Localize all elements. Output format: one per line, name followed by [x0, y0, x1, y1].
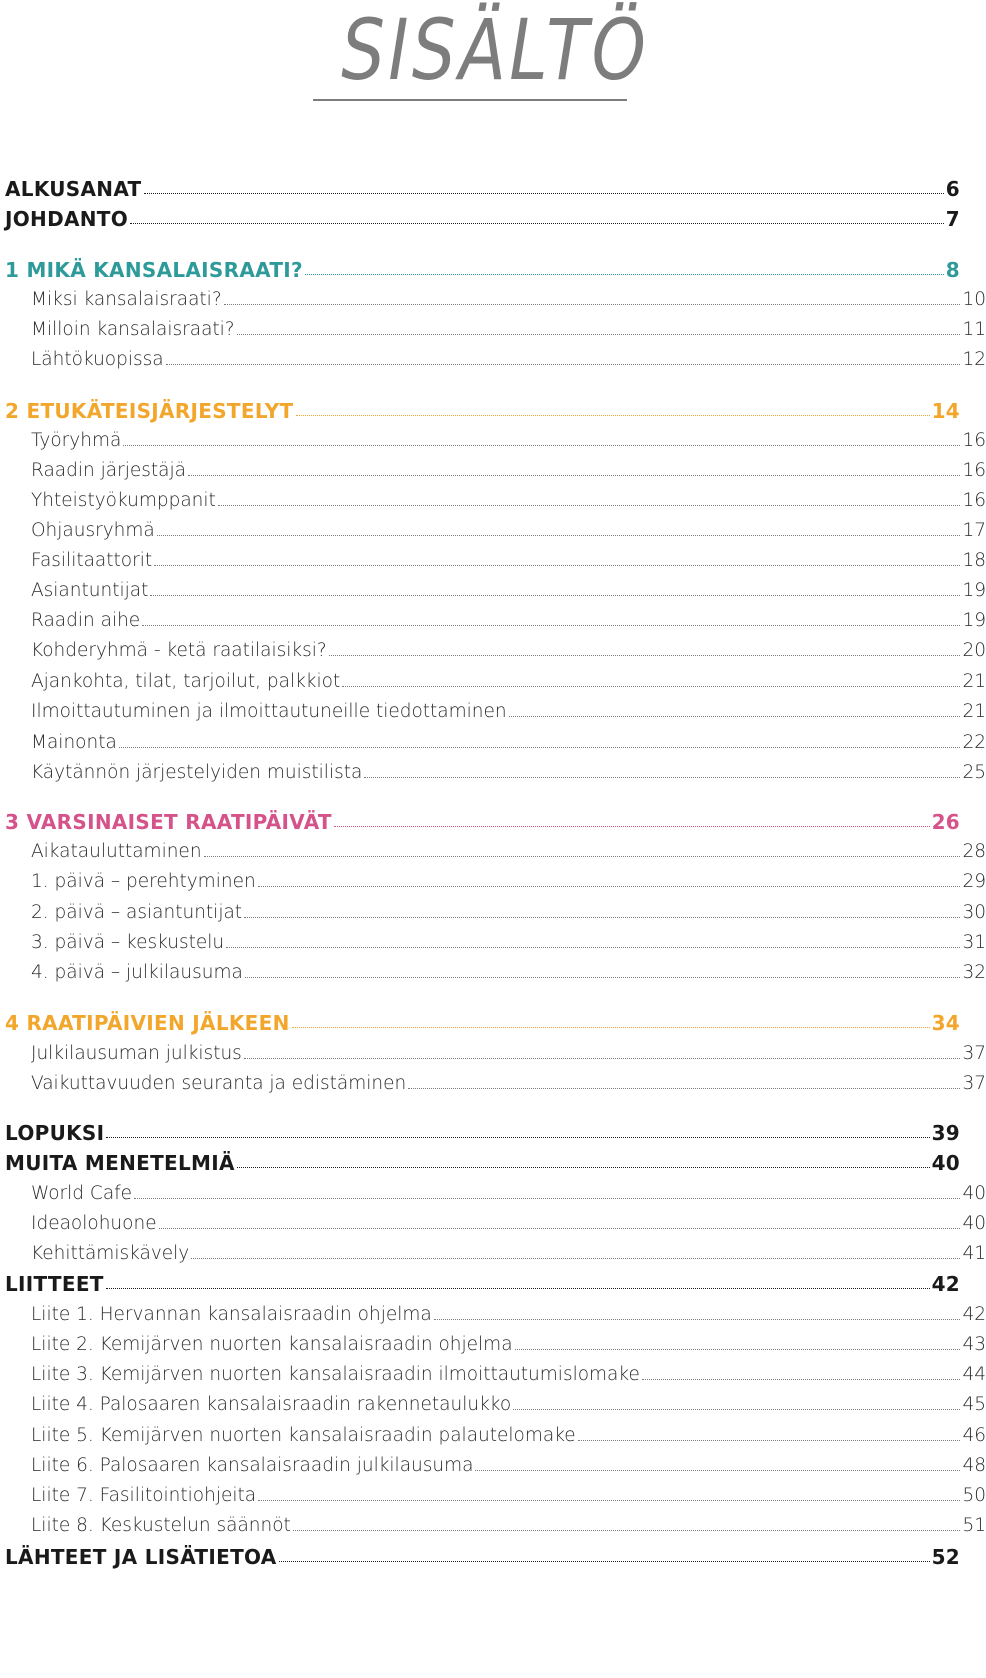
toc-entry-label: MUITA MENETELMIÄ: [5, 1151, 235, 1175]
dot-leader: [159, 1228, 961, 1229]
toc-entry-label: Lähtökuopissa: [31, 349, 164, 370]
toc-entry-label: Mainonta: [31, 732, 117, 753]
dot-leader: [188, 475, 961, 476]
toc-entry-label: Liite 4. Palosaaren kansalaisraadin rakennetaulukko: [31, 1394, 512, 1415]
dot-leader: [218, 505, 961, 506]
dot-leader: [150, 595, 960, 596]
dot-leader: [134, 1198, 960, 1199]
title-underline: [313, 99, 627, 101]
toc-entry-page-number: 16: [962, 460, 986, 481]
dot-leader: [106, 1288, 930, 1289]
toc-section-heading[interactable]: [0, 804, 960, 834]
toc-entry[interactable]: [0, 573, 986, 603]
toc-section-heading[interactable]: [0, 1266, 960, 1296]
toc-entry[interactable]: [0, 423, 986, 453]
toc-entry-page-number: 46: [962, 1425, 986, 1446]
page-title: SISÄLTÖ: [341, 1, 650, 99]
dot-leader: [154, 565, 960, 566]
toc-entry-label: Liite 2. Kemijärven nuorten kansalaisraadin ohjelma: [31, 1334, 513, 1355]
dot-leader: [475, 1470, 960, 1471]
toc-entry[interactable]: [0, 1327, 986, 1357]
toc-entry-page-number: 37: [962, 1043, 986, 1064]
dot-leader: [279, 1561, 930, 1562]
toc-entry-page-number: 42: [931, 1272, 960, 1296]
toc-entry-page-number: 30: [962, 902, 986, 923]
dot-leader: [244, 1058, 961, 1059]
dot-leader: [157, 535, 961, 536]
toc-entry[interactable]: [0, 513, 986, 543]
toc-entry-label: Yhteistyökumppanit: [31, 490, 216, 511]
toc-entry-page-number: 7: [945, 207, 960, 231]
toc-entry-page-number: 40: [962, 1213, 986, 1234]
toc-entry-page-number: 32: [962, 962, 986, 983]
toc-entry[interactable]: [0, 1066, 986, 1096]
dot-leader: [578, 1440, 961, 1441]
toc-entry-page-number: 6: [945, 177, 960, 201]
toc-entry-page-number: 29: [962, 871, 986, 892]
page-title-wrap: [313, 1, 650, 104]
toc-section-heading[interactable]: [0, 1115, 960, 1145]
toc-section-heading[interactable]: [0, 171, 960, 201]
toc-entry-page-number: 31: [962, 932, 986, 953]
toc-entry-page-number: 28: [962, 841, 986, 862]
toc-entry[interactable]: [0, 312, 986, 342]
toc-entry[interactable]: [0, 1036, 986, 1066]
toc-entry-page-number: 39: [931, 1121, 960, 1145]
toc-entry-page-number: 40: [962, 1183, 986, 1204]
dot-leader: [142, 625, 960, 626]
toc-entry-page-number: 21: [962, 701, 986, 722]
dot-leader: [329, 655, 961, 656]
toc-entry-label: Liite 3. Kemijärven nuorten kansalaisraadin ilmoittautumislomake: [31, 1364, 640, 1385]
toc-entry[interactable]: [0, 1508, 986, 1538]
toc-entry[interactable]: [0, 1236, 986, 1266]
dot-leader: [244, 917, 960, 918]
toc-entry-page-number: 18: [962, 550, 986, 571]
toc-entry[interactable]: [0, 834, 986, 864]
toc-entry-label: Asiantuntijat: [31, 580, 149, 601]
dot-leader: [237, 334, 961, 335]
toc-entry-label: Ilmoittautuminen ja ilmoittautuneille tiedottaminen: [31, 701, 507, 722]
dot-leader: [509, 716, 961, 717]
dot-leader: [226, 947, 960, 948]
toc-entry-page-number: 34: [931, 1011, 960, 1035]
toc-entry-label: 1 MIKÄ KANSALAISRAATI?: [5, 258, 303, 282]
toc-entry[interactable]: [0, 864, 986, 894]
toc-section-heading[interactable]: [0, 1539, 960, 1569]
toc-entry-label: Fasilitaattorit: [31, 550, 153, 571]
toc-entry-page-number: 40: [931, 1151, 960, 1175]
toc-entry-label: Milloin kansalaisraati?: [31, 319, 235, 340]
toc-entry-label: Julkilausuman julkistus: [31, 1043, 242, 1064]
toc-entry[interactable]: [0, 543, 986, 573]
toc-entry-label: Ohjausryhmä: [31, 520, 155, 541]
toc-entry[interactable]: [0, 453, 986, 483]
dot-leader: [119, 747, 961, 748]
toc-entry-label: Liite 5. Kemijärven nuorten kansalaisraadin palautelomake: [31, 1425, 576, 1446]
dot-leader: [334, 826, 930, 827]
dot-leader: [258, 886, 961, 887]
toc-entry-page-number: 42: [962, 1304, 986, 1325]
toc-section-heading[interactable]: [0, 1145, 960, 1175]
toc-entry[interactable]: [0, 342, 986, 372]
toc-entry-label: LIITTEET: [5, 1272, 104, 1296]
toc-entry-page-number: 25: [962, 762, 986, 783]
dot-leader: [305, 274, 944, 275]
toc-entry-label: Miksi kansalaisraati?: [31, 289, 222, 310]
toc-section-heading[interactable]: [0, 201, 960, 231]
toc-entry-page-number: 14: [931, 399, 960, 423]
toc-entry-label: 3. päivä – keskustelu: [31, 932, 225, 953]
toc-entry-label: 4. päivä – julkilausuma: [31, 962, 243, 983]
toc-entry-label: Kehittämiskävely: [31, 1243, 190, 1264]
toc-entry[interactable]: [0, 694, 986, 724]
toc-entry-label: LÄHTEET JA LISÄTIETOA: [5, 1545, 277, 1569]
toc-entry-page-number: 26: [931, 810, 960, 834]
dot-leader: [364, 777, 960, 778]
toc-entry-label: 3 VARSINAISET RAATIPÄIVÄT: [5, 810, 332, 834]
toc-entry-page-number: 20: [962, 640, 986, 661]
toc-entry-page-number: 8: [945, 258, 960, 282]
toc-entry-label: Vaikuttavuuden seuranta ja edistäminen: [31, 1073, 407, 1094]
toc-entry[interactable]: [0, 1297, 986, 1327]
toc-entry-page-number: 22: [962, 732, 986, 753]
toc-entry-page-number: 43: [962, 1334, 986, 1355]
toc-entry-page-number: 21: [962, 671, 986, 692]
dot-leader: [144, 193, 944, 194]
dot-leader: [293, 1530, 961, 1531]
toc-entry-label: Liite 7. Fasilitointiohjeita: [31, 1485, 257, 1506]
toc-entry[interactable]: [0, 1176, 986, 1206]
toc-entry-label: Liite 8. Keskustelun säännöt: [31, 1515, 291, 1536]
toc-entry[interactable]: [0, 1478, 986, 1508]
toc-entry[interactable]: [0, 955, 986, 985]
dot-leader: [296, 415, 930, 416]
toc-entry-label: Käytännön järjestelyiden muistilista: [31, 762, 363, 783]
toc-entry-label: ALKUSANAT: [5, 177, 142, 201]
toc-entry[interactable]: [0, 1418, 986, 1448]
toc-entry[interactable]: [0, 664, 986, 694]
dot-leader: [166, 364, 961, 365]
toc-entry[interactable]: [0, 755, 986, 785]
toc-entry-label: 4 RAATIPÄIVIEN JÄLKEEN: [5, 1011, 290, 1035]
dot-leader: [515, 1349, 961, 1350]
dot-leader: [245, 977, 961, 978]
toc-entry-page-number: 11: [962, 319, 986, 340]
toc-entry-label: World Cafe: [31, 1183, 133, 1204]
dot-leader: [408, 1088, 960, 1089]
toc-entry-page-number: 41: [962, 1243, 986, 1264]
toc-entry[interactable]: [0, 895, 986, 925]
toc-entry-page-number: 16: [962, 490, 986, 511]
dot-leader: [434, 1319, 961, 1320]
toc-entry[interactable]: [0, 1387, 986, 1417]
toc-entry-page-number: 16: [962, 430, 986, 451]
toc-entry-page-number: 45: [962, 1394, 986, 1415]
toc-entry-page-number: 50: [962, 1485, 986, 1506]
toc-entry-page-number: 10: [962, 289, 986, 310]
toc-entry-label: Raadin järjestäjä: [31, 460, 186, 481]
toc-entry-page-number: 17: [962, 520, 986, 541]
toc-entry[interactable]: [0, 725, 986, 755]
toc-entry-label: Kohderyhmä - ketä raatilaisiksi?: [31, 640, 327, 661]
dot-leader: [204, 856, 961, 857]
dot-leader: [513, 1409, 960, 1410]
toc-entry-page-number: 12: [962, 349, 986, 370]
toc-entry[interactable]: [0, 603, 986, 633]
toc-entry-label: Aikatauluttaminen: [31, 841, 202, 862]
toc-entry-label: 2 ETUKÄTEISJÄRJESTELYT: [5, 399, 294, 423]
toc-entry-label: Liite 6. Palosaaren kansalaisraadin julkilausuma: [31, 1455, 474, 1476]
dot-leader: [237, 1167, 930, 1168]
toc-entry[interactable]: [0, 282, 986, 312]
toc-entry[interactable]: [0, 483, 986, 513]
toc-section-heading[interactable]: [0, 393, 960, 423]
toc-section-heading[interactable]: [0, 252, 960, 282]
dot-leader: [123, 445, 960, 446]
toc-entry[interactable]: [0, 633, 986, 663]
dot-leader: [258, 1500, 960, 1501]
toc-entry-label: Liite 1. Hervannan kansalaisraadin ohjelma: [31, 1304, 432, 1325]
toc-entry-page-number: 52: [931, 1545, 960, 1569]
toc-entry-page-number: 44: [962, 1364, 986, 1385]
dot-leader: [106, 1137, 929, 1138]
toc-entry[interactable]: [0, 1357, 986, 1387]
toc-entry-label: 2. päivä – asiantuntijat: [31, 902, 243, 923]
toc-entry-label: Ajankohta, tilat, tarjoilut, palkkiot: [31, 671, 341, 692]
dot-leader: [191, 1258, 960, 1259]
dot-leader: [292, 1027, 930, 1028]
dot-leader: [224, 304, 961, 305]
toc-section-heading[interactable]: [0, 1005, 960, 1035]
toc-entry-page-number: 19: [962, 610, 986, 631]
toc-entry[interactable]: [0, 1448, 986, 1478]
toc-entry-label: Ideaolohuone: [31, 1213, 157, 1234]
toc-entry-label: JOHDANTO: [5, 207, 129, 231]
dot-leader: [642, 1379, 961, 1380]
dot-leader: [130, 223, 944, 224]
toc-entry-label: Raadin aihe: [31, 610, 141, 631]
toc-entry-label: LOPUKSI: [5, 1121, 105, 1145]
toc-entry-page-number: 51: [962, 1515, 986, 1536]
toc-entry[interactable]: [0, 1206, 986, 1236]
dot-leader: [342, 686, 960, 687]
toc-entry-page-number: 48: [962, 1455, 986, 1476]
toc-entry-page-number: 37: [962, 1073, 986, 1094]
toc-entry-label: 1. päivä – perehtyminen: [31, 871, 256, 892]
toc-entry-label: Työryhmä: [31, 430, 122, 451]
toc-entry[interactable]: [0, 925, 986, 955]
toc-entry-page-number: 19: [962, 580, 986, 601]
